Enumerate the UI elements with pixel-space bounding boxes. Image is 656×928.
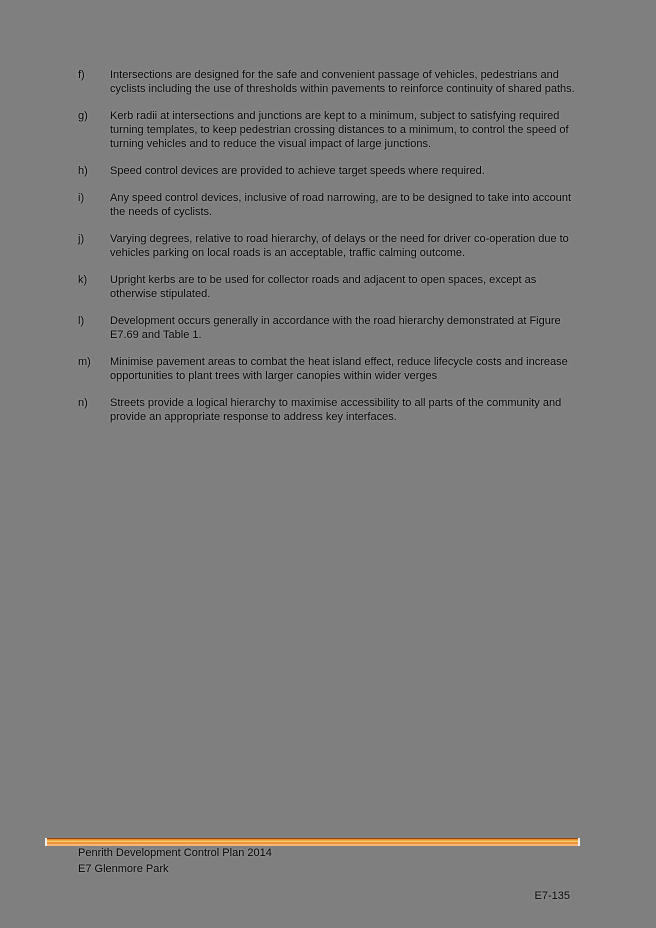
list-item-text: Any speed control devices, inclusive of road narrowing, are to be designed to take into account the needs of cyclists.	[110, 192, 572, 218]
list-item	[78, 355, 578, 383]
list-item	[78, 109, 578, 151]
list-item	[78, 68, 578, 96]
list-item-text: Streets provide a logical hierarchy to maximise accessibility to all parts of the community and provide an appropriate response to address key interfaces.	[110, 397, 562, 423]
list-item-label: l)	[78, 315, 85, 327]
list-item-label: f)	[78, 69, 85, 81]
list-item	[78, 232, 578, 260]
list-item-label: k)	[78, 274, 88, 286]
list-item-text: Minimise pavement areas to combat the heat island effect, reduce lifecycle costs and increase opportunities to plant trees with larger canopies within wider verges	[110, 356, 568, 382]
list-item-text: Kerb radii at intersections and junctions are kept to a minimum, subject to satisfying required turning templates, to keep pedestrian crossing distances to a minimum, to control the speed of turning vehicles and to reduce the visual impact of large junctions.	[110, 110, 569, 150]
list-item	[78, 314, 578, 342]
list-item-label: j)	[78, 233, 85, 245]
list-item	[78, 191, 578, 219]
list-item-text: Intersections are designed for the safe and convenient passage of vehicles, pedestrians and cyclists including the use of thresholds within pavements to reinforce continuity of shared paths.	[110, 69, 575, 95]
list-item	[78, 164, 578, 178]
page-number: E7-135	[534, 890, 570, 902]
footer	[78, 845, 272, 877]
list-item-text: Development occurs generally in accordance with the road hierarchy demonstrated at Figure E7.69 and Table 1.	[110, 315, 561, 341]
list-item-text: Varying degrees, relative to road hierarchy, of delays or the need for driver co-operation due to vehicles parking on local roads is an acceptable, traffic calming outcome.	[110, 233, 569, 259]
list-item-label: m)	[78, 356, 91, 368]
list-item-text: Upright kerbs are to be used for collector roads and adjacent to open spaces, except as otherwise stipulated.	[110, 274, 537, 300]
list-item-text: Speed control devices are provided to achieve target speeds where required.	[110, 165, 485, 177]
list-item	[78, 396, 578, 424]
list-item-label: h)	[78, 165, 88, 177]
footer-doc-title: Penrith Development Control Plan 2014	[78, 847, 272, 859]
list-item-label: n)	[78, 397, 88, 409]
list-item-label: g)	[78, 110, 88, 122]
list-item-label: i)	[78, 192, 85, 204]
footer-chapter-title: E7 Glenmore Park	[78, 863, 169, 875]
list-item	[78, 273, 578, 301]
clause-list	[78, 68, 578, 437]
